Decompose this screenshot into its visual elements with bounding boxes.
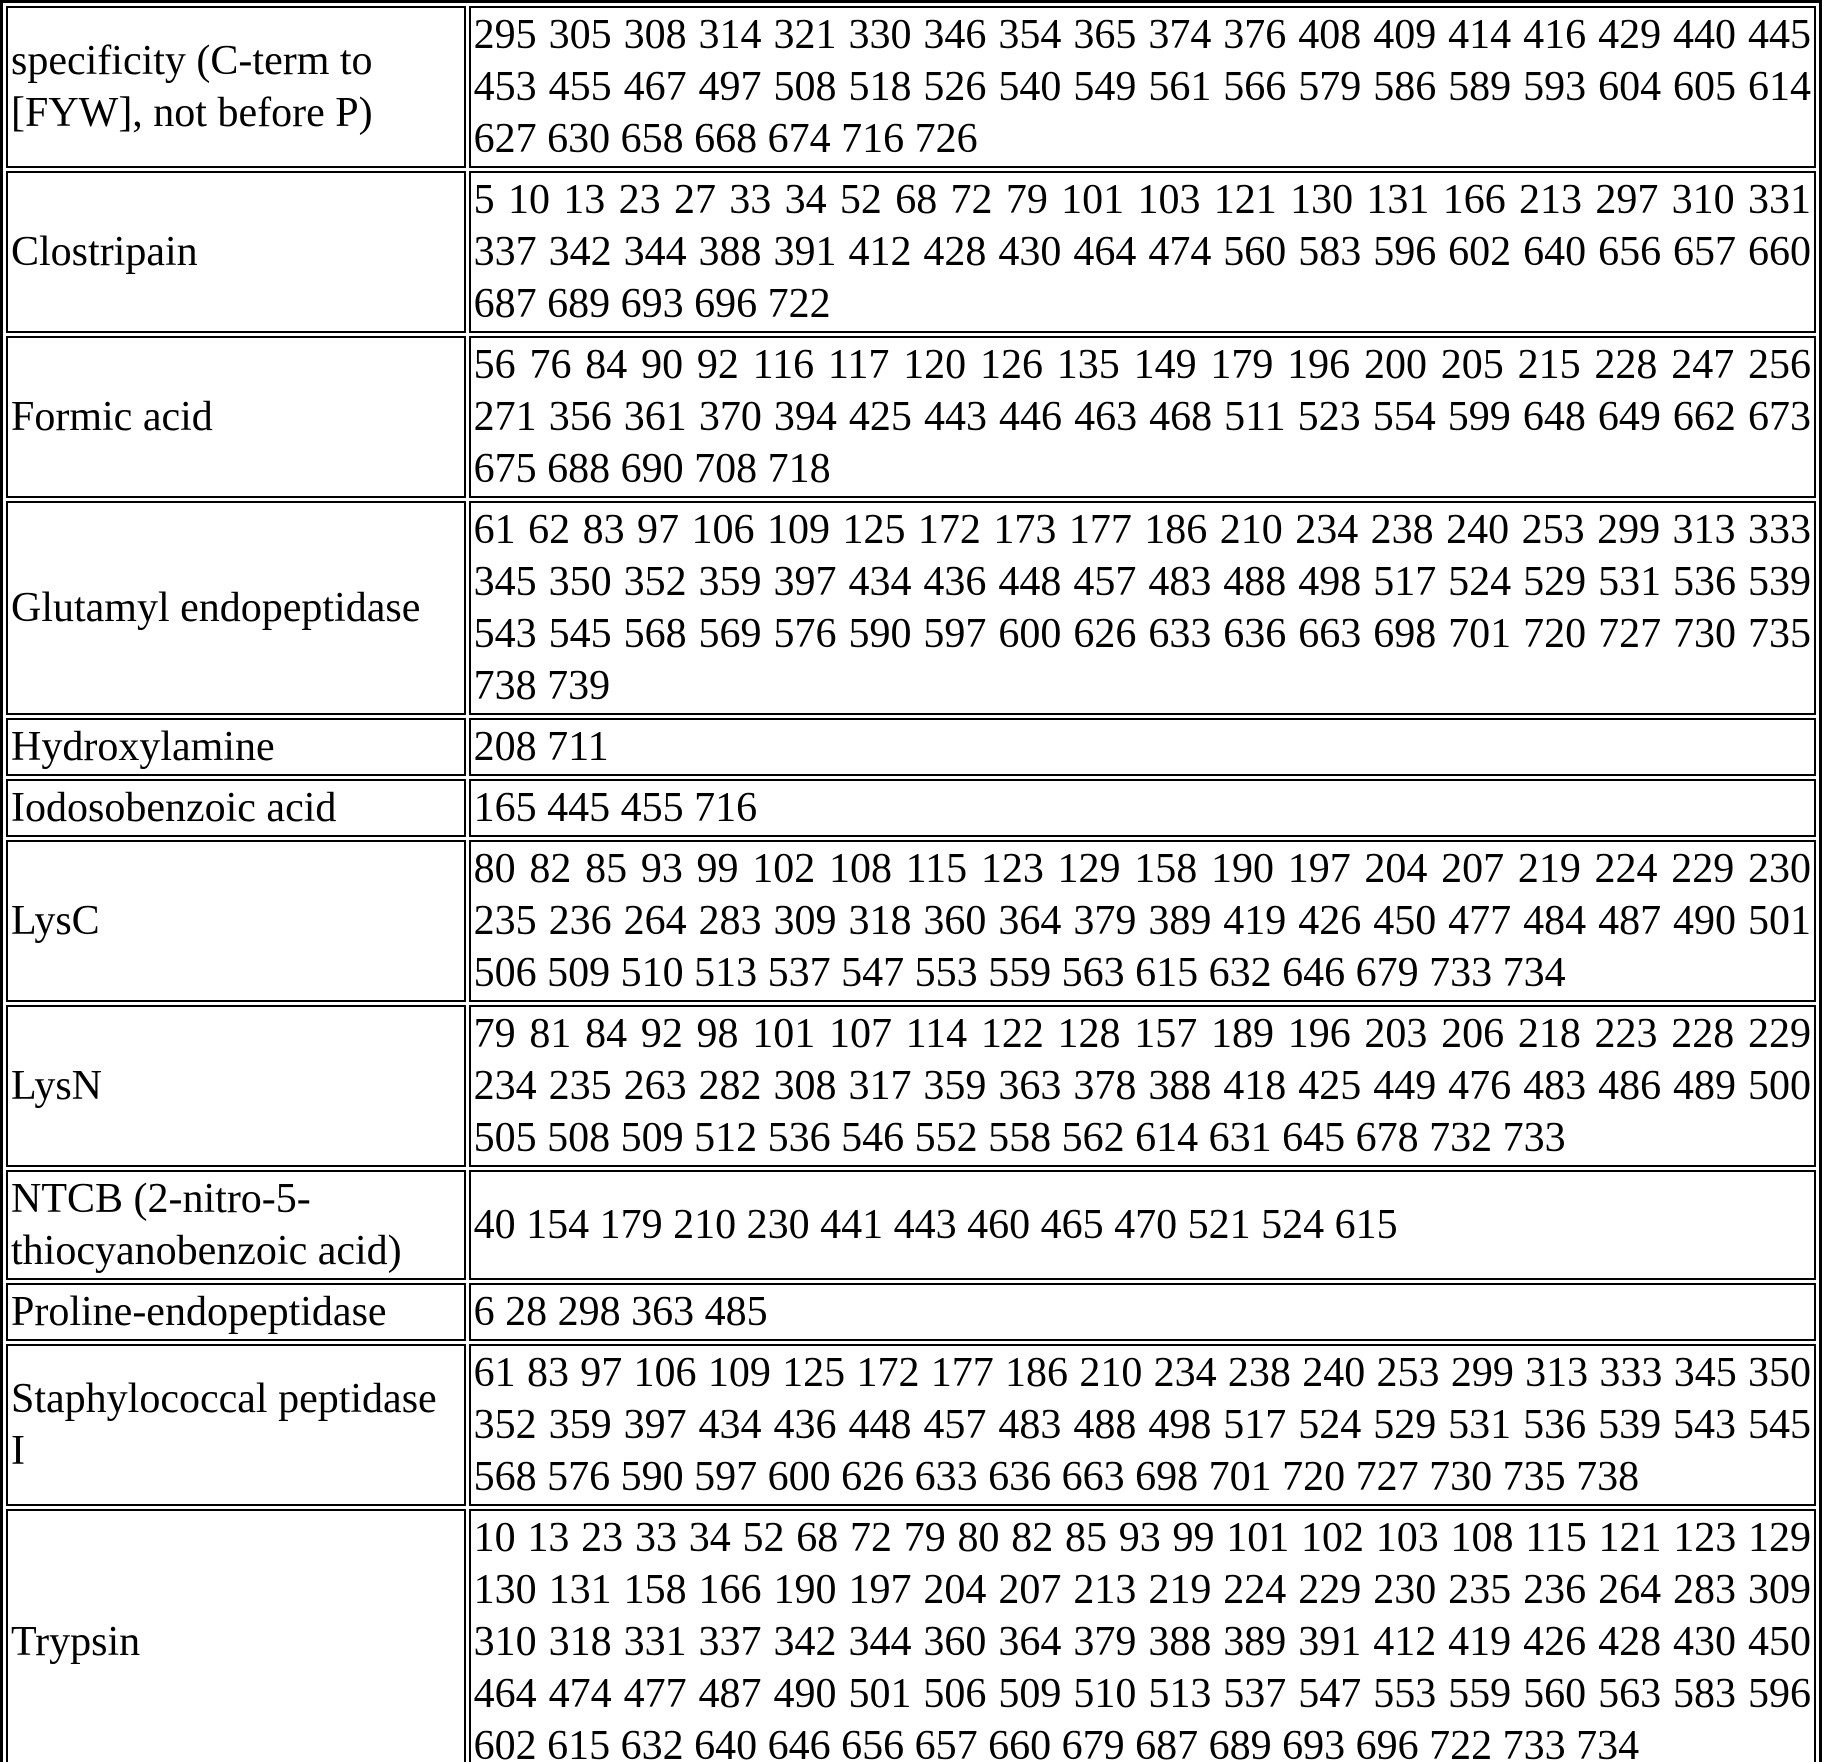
cleavage-positions-cell: 10 13 23 33 34 52 68 72 79 80 82 85 93 99 101 102 103 108 115 121 123 129 130 131 158 166 190 197 204 207 213 219 224 229 230 235 236 264 283 309 310 318 331 337 342 344 360 364 379 388 389 391 412 419 426 428 430 450 464 474 477 487 490 501 506 509 510 513 537 547 553 559 560 563 583 596 602 615 632 640 646 656 657 660 679 687 689 693 696 722 733 734 xyxy=(469,1509,1816,1762)
cleavage-positions-cell: 165 445 455 716 xyxy=(469,779,1816,837)
table-row xyxy=(6,1344,1816,1506)
cleavage-positions-cell: 6 28 298 363 485 xyxy=(469,1283,1816,1341)
cleavage-positions-cell: 61 83 97 106 109 125 172 177 186 210 234 238 240 253 299 313 333 345 350 352 359 397 434 436 448 457 483 488 498 517 524 529 531 536 539 543 545 568 576 590 597 600 626 633 636 663 698 701 720 727 730 735 738 xyxy=(469,1344,1816,1506)
table-row xyxy=(6,1005,1816,1167)
table-row xyxy=(6,840,1816,1002)
table-row xyxy=(6,779,1816,837)
agent-name-cell: Iodosobenzoic acid xyxy=(6,779,466,837)
cleavage-positions-cell: 5 10 13 23 27 33 34 52 68 72 79 101 103 121 130 131 166 213 297 310 331 337 342 344 388 391 412 428 430 464 474 560 583 596 602 640 656 657 660 687 689 693 696 722 xyxy=(469,171,1816,333)
cleavage-positions-cell: 79 81 84 92 98 101 107 114 122 128 157 189 196 203 206 218 223 228 229 234 235 263 282 308 317 359 363 378 388 418 425 449 476 483 486 489 500 505 508 509 512 536 546 552 558 562 614 631 645 678 732 733 xyxy=(469,1005,1816,1167)
agent-name-cell: LysN xyxy=(6,1005,466,1167)
table-row xyxy=(6,501,1816,715)
table-row xyxy=(6,336,1816,498)
agent-name-cell: Trypsin xyxy=(6,1509,466,1762)
cleavage-positions-cell: 208 711 xyxy=(469,718,1816,776)
agent-name-cell: LysC xyxy=(6,840,466,1002)
table-body xyxy=(6,6,1816,1762)
agent-name-cell: Glutamyl endopeptidase xyxy=(6,501,466,715)
table-row xyxy=(6,171,1816,333)
cleavage-positions-cell: 61 62 83 97 106 109 125 172 173 177 186 210 234 238 240 253 299 313 333 345 350 352 359 397 434 436 448 457 483 488 498 517 524 529 531 536 539 543 545 568 569 576 590 597 600 626 633 636 663 698 701 720 727 730 735 738 739 xyxy=(469,501,1816,715)
table-row xyxy=(6,1170,1816,1280)
table-row xyxy=(6,1283,1816,1341)
table-row xyxy=(6,1509,1816,1762)
agent-name-cell: NTCB (2-nitro-5-thiocyanobenzoic acid) xyxy=(6,1170,466,1280)
cleavage-positions-cell: 80 82 85 93 99 102 108 115 123 129 158 190 197 204 207 219 224 229 230 235 236 264 283 309 318 360 364 379 389 419 426 450 477 484 487 490 501 506 509 510 513 537 547 553 559 563 615 632 646 679 733 734 xyxy=(469,840,1816,1002)
agent-name-cell: Hydroxylamine xyxy=(6,718,466,776)
cleavage-positions-cell: 56 76 84 90 92 116 117 120 126 135 149 179 196 200 205 215 228 247 256 271 356 361 370 394 425 443 446 463 468 511 523 554 599 648 649 662 673 675 688 690 708 718 xyxy=(469,336,1816,498)
agent-name-cell: Clostripain xyxy=(6,171,466,333)
cleavage-positions-cell: 295 305 308 314 321 330 346 354 365 374 376 408 409 414 416 429 440 445 453 455 467 497 508 518 526 540 549 561 566 579 586 589 593 604 605 614 627 630 658 668 674 716 726 xyxy=(469,6,1816,168)
table-row xyxy=(6,718,1816,776)
cleavage-positions-cell: 40 154 179 210 230 441 443 460 465 470 521 524 615 xyxy=(469,1170,1816,1280)
agent-name-cell: Proline-endopeptidase xyxy=(6,1283,466,1341)
table-row xyxy=(6,6,1816,168)
agent-name-cell: Formic acid xyxy=(6,336,466,498)
agent-name-cell: specificity (C-term to [FYW], not before P) xyxy=(6,6,466,168)
agent-name-cell: Staphylococcal peptidase I xyxy=(6,1344,466,1506)
